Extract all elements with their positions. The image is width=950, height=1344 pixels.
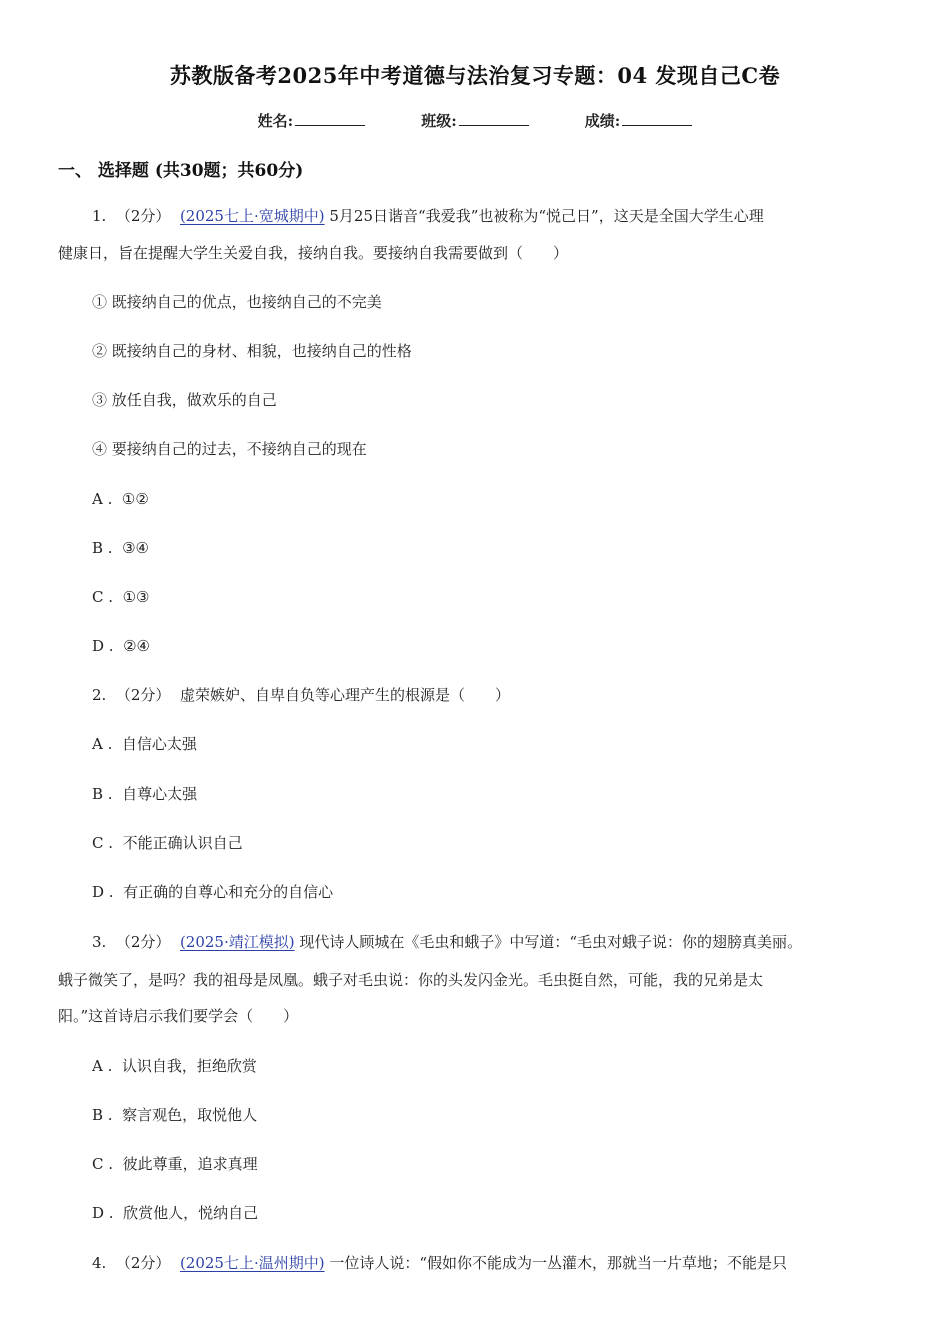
- option-letter: D .: [92, 883, 114, 901]
- option-a: [92, 1056, 257, 1076]
- question-3-stem-cont: 蛾子微笑了，是吗？我的祖母是凤凰。蛾子对毛虫说：你的头发闪金光。毛虫挺自然，可能，我的兄弟是太: [58, 971, 764, 989]
- question-2-stem: [92, 685, 510, 705]
- question-number: 4.: [92, 1254, 107, 1272]
- option-letter: A .: [92, 490, 113, 508]
- option-text: 有正确的自尊心和充分的自信心: [123, 883, 334, 901]
- name-blank: [295, 111, 365, 126]
- option-text: 自信心太强: [121, 735, 197, 753]
- option-text: 不能正确认识自己: [122, 834, 243, 852]
- question-source-link[interactable]: (2025七上·宽城期中): [179, 207, 325, 225]
- question-3-stem: [92, 932, 802, 952]
- option-text: ①②: [121, 490, 149, 508]
- name-label: 姓名:: [257, 112, 294, 130]
- class-blank: [459, 111, 529, 126]
- score-field: [585, 110, 693, 131]
- question-number: 3.: [92, 933, 107, 951]
- page-title: 苏教版备考2025年中考道德与法治复习专题：04 发现自己C卷: [169, 63, 781, 88]
- student-info-row: [0, 110, 950, 131]
- option-c: [92, 1154, 258, 1174]
- statement-item: ① 既接纳自己的优点，也接纳自己的不完美: [92, 293, 382, 311]
- option-letter: D .: [92, 637, 114, 655]
- question-points: （2分）: [115, 207, 171, 225]
- question-4-stem: [92, 1253, 787, 1273]
- option-text: 自尊心太强: [122, 785, 198, 803]
- class-field: [421, 110, 529, 131]
- question-source-link[interactable]: (2025·靖江模拟): [179, 933, 295, 951]
- option-text: ①③: [122, 588, 150, 606]
- option-text: 认识自我，拒绝欣赏: [121, 1057, 257, 1075]
- option-letter: C .: [92, 588, 114, 606]
- option-letter: C .: [92, 834, 114, 852]
- option-letter: B .: [92, 539, 113, 557]
- option-text: 察言观色，取悦他人: [122, 1106, 258, 1124]
- question-points: （2分）: [115, 686, 171, 704]
- option-b: [92, 784, 197, 804]
- option-c: [92, 833, 243, 853]
- question-text: 虚荣嫉妒、自卑自负等心理产生的根源是（ ）: [179, 686, 510, 704]
- option-letter: A .: [92, 1057, 113, 1075]
- statement-item: ② 既接纳自己的身材、相貌，也接纳自己的性格: [92, 342, 412, 360]
- option-text: ②④: [123, 637, 151, 655]
- question-text: 5月25日谐音“我爱我”也被称为“悦己日”，这天是全国大学生心理: [329, 207, 764, 225]
- option-letter: C .: [92, 1155, 114, 1173]
- section-heading: 一、 选择题 (共30题；共60分): [58, 161, 304, 181]
- name-field: [258, 110, 366, 131]
- question-number: 2.: [92, 686, 107, 704]
- question-points: （2分）: [115, 1254, 171, 1272]
- question-number: 1.: [92, 207, 107, 225]
- question-3-stem-cont: 阳。”这首诗启示我们要学会（ ）: [58, 1007, 299, 1025]
- option-a: [92, 489, 149, 509]
- statement-item: ③ 放任自我，做欢乐的自己: [92, 391, 277, 409]
- statement-item: ④ 要接纳自己的过去，不接纳自己的现在: [92, 440, 367, 458]
- question-text: 现代诗人顾城在《毛虫和蛾子》中写道：“毛虫对蛾子说：你的翅膀真美丽。: [299, 933, 803, 951]
- option-a: [92, 734, 197, 754]
- option-letter: B .: [92, 785, 113, 803]
- option-b: [92, 1105, 257, 1125]
- option-text: 彼此尊重，追求真理: [122, 1155, 258, 1173]
- score-label: 成绩:: [584, 112, 621, 130]
- option-d: [92, 1203, 258, 1223]
- option-b: [92, 538, 149, 558]
- option-letter: A .: [92, 735, 113, 753]
- option-d: [92, 882, 333, 902]
- class-label: 班级:: [421, 112, 457, 130]
- score-blank: [622, 111, 692, 126]
- option-text: 欣赏他人，悦纳自己: [123, 1204, 259, 1222]
- option-c: [92, 587, 149, 607]
- question-1-stem-cont: 健康日，旨在提醒大学生关爱自我，接纳自我。要接纳自我需要做到（ ）: [58, 244, 569, 262]
- option-text: ③④: [122, 539, 150, 557]
- option-letter: B .: [92, 1106, 113, 1124]
- option-letter: D .: [92, 1204, 114, 1222]
- option-d: [92, 636, 150, 656]
- question-text: 一位诗人说：“假如你不能成为一丛灌木，那就当一片草地；不能是只: [329, 1254, 788, 1272]
- question-source-link[interactable]: (2025七上·温州期中): [179, 1254, 325, 1272]
- question-1-stem: [92, 206, 764, 226]
- question-points: （2分）: [115, 933, 171, 951]
